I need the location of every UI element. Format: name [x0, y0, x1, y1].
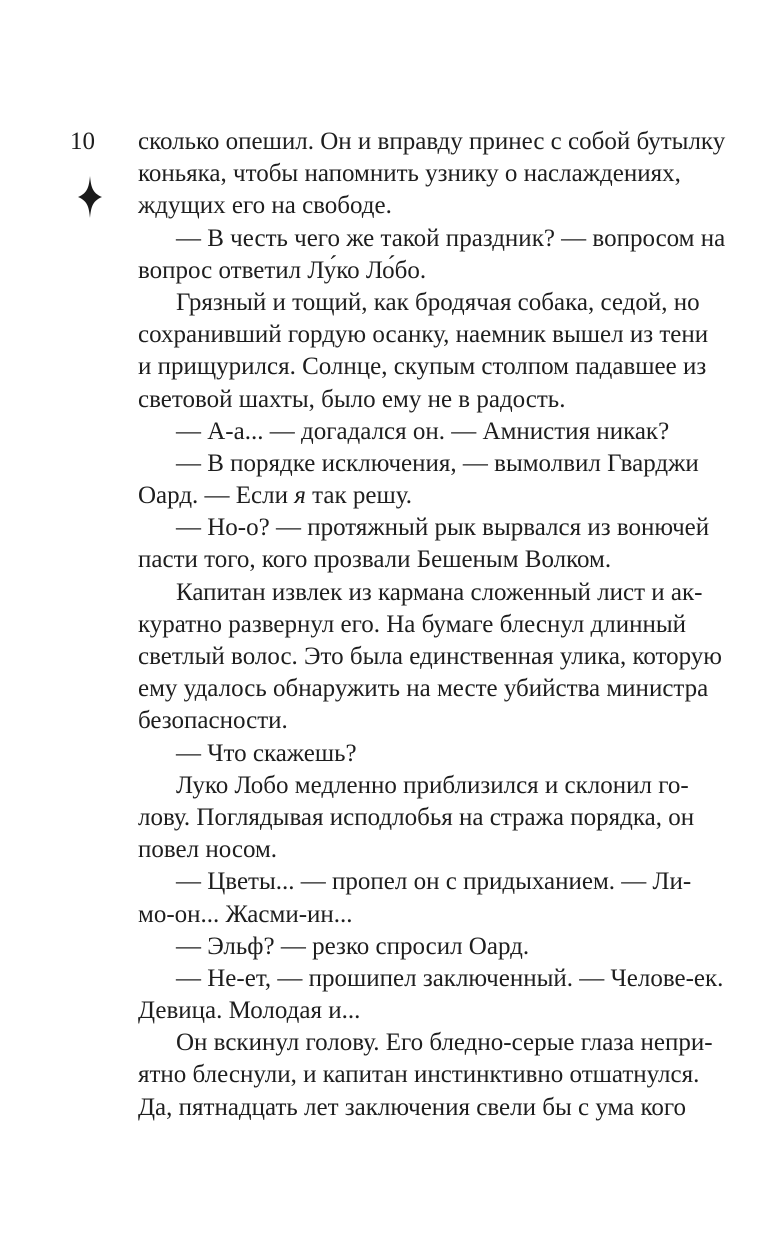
text-line: ждущих его на свободе. [138, 192, 392, 220]
text-line: повел носом. [138, 836, 278, 864]
text-line: — В порядке исключения, — вымолвил Гварджи [176, 449, 699, 477]
text-line: куратно развернул его. На бумаге блеснул длинный [138, 610, 687, 638]
text-line [138, 480, 668, 512]
text-line: — Эльф? — резко спросил Оард. [176, 932, 530, 960]
text-line: световой шахты, было ему не в радость. [138, 385, 566, 413]
text-line: коньяка, чтобы напомнить узнику о наслаждениях, [138, 160, 681, 188]
text-line: пасти того, кого прозвали Бешеным Волком. [138, 546, 612, 574]
text-line: Девица. Молодая и... [138, 997, 361, 1025]
text-line: — Не-ет, — прошипел заключенный. — Челове-ек. [176, 964, 724, 992]
four-point-star-icon [78, 176, 102, 218]
text-line: Он вскинул голову. Его бледно-серые глаза непри- [176, 1029, 713, 1057]
text-line: — Цветы... — пропел он с придыханием. — Ли- [176, 868, 692, 896]
text-line: светлый волос. Это была единственная улика, которую [138, 643, 722, 670]
text-line: — В честь чего же такой праздник? — вопросом на [176, 224, 726, 252]
text-line: ятно блеснули, и капитан инстинктивно отшатнулся. [138, 1061, 700, 1089]
text-line: безопасности. [138, 707, 288, 735]
text-line: сохранивший гордую осанку, наемник вышел из тени [138, 321, 709, 349]
page-number: 10 [70, 128, 95, 155]
italic-word: я [294, 482, 306, 510]
text-line: — Что скажешь? [176, 739, 357, 767]
text-line: ему удалось обнаружить на месте убийства министра [138, 675, 709, 703]
text-line: лову. Поглядывая исподлобья на стража порядка, он [138, 803, 695, 831]
text-line: Да, пятнадцать лет заключения свели бы с ума кого [138, 1093, 687, 1121]
text-line: — Но-о? — протяжный рык вырвался из вонючей [176, 514, 710, 542]
text-line: мо-он... Жасми-ин... [138, 900, 353, 928]
text-line: сколько опешил. Он и вправду принес с собой бутылку [138, 128, 726, 155]
text-line: Грязный и тощий, как бродячая собака, седой, но [176, 288, 700, 316]
text-segment: Оард. — Если [138, 482, 289, 510]
text-line: Капитан извлек из кармана сложенный лист и ак- [176, 578, 703, 606]
text-line: — А-а... — догадался он. — Амнистия никак? [176, 417, 670, 445]
text-line: и прищурился. Солнце, скупым столпом падавшее из [138, 353, 707, 381]
text-line: вопрос ответил Лу́ко Ло́бо. [138, 256, 427, 284]
body-text [138, 126, 726, 1124]
text-segment: так решу. [312, 482, 412, 510]
text-line: Луко Лобо медленно приблизился и склонил го- [176, 771, 689, 799]
